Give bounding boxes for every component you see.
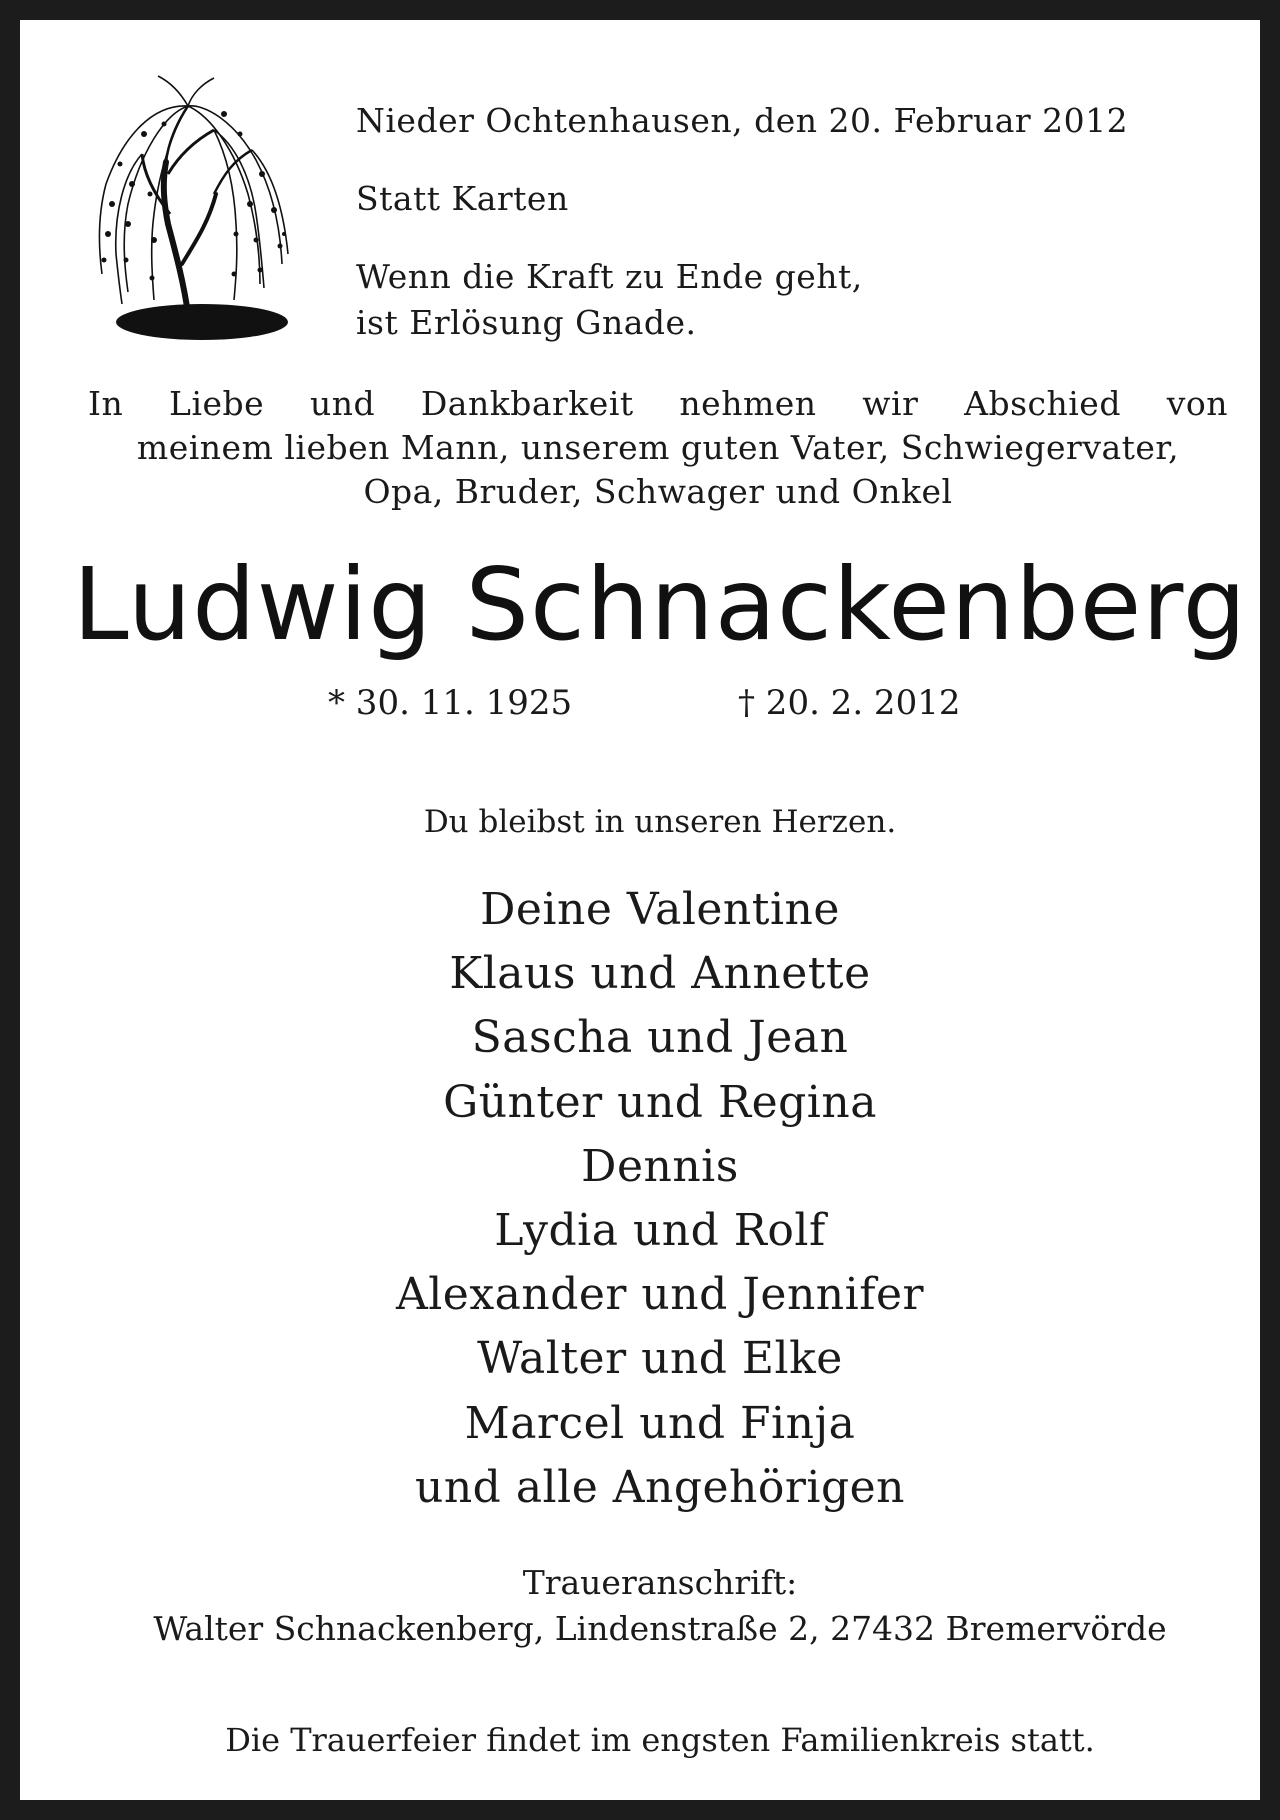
family-member: Walter und Elke (477, 1333, 843, 1385)
death-date: † 20. 2. 2012 (738, 683, 961, 723)
family-member: Klaus und Annette (449, 948, 871, 1000)
family-member: Alexander und Jennifer (395, 1269, 925, 1321)
family-member: Sascha und Jean (471, 1012, 849, 1064)
verse-line-1: Wenn die Kraft zu Ende geht, (356, 257, 863, 296)
family-member: und alle Angehörigen (414, 1461, 906, 1513)
intro-word: nehmen (679, 384, 817, 423)
intro-word: von (1166, 384, 1228, 423)
funeral-note: Die Trauerfeier findet im engsten Familienkreis statt. (225, 1721, 1095, 1759)
family-member: Lydia und Rolf (494, 1205, 826, 1257)
weeping-willow-icon (84, 64, 304, 356)
intro-word: Dankbarkeit (420, 384, 634, 423)
family-list (60, 878, 1260, 1520)
intro-word: wir (862, 384, 919, 423)
intro-word: und (309, 384, 376, 423)
deceased-name: Ludwig Schnackenberg (72, 546, 1248, 663)
family-member: Dennis (581, 1140, 739, 1192)
intro-word: Liebe (169, 384, 265, 423)
mourning-address (60, 1560, 1260, 1652)
verse-line-2: ist Erlösung Gnade. (356, 303, 697, 342)
intro-word: In (88, 384, 124, 423)
birth-date: * 30. 11. 1925 (328, 683, 573, 723)
intro-line-2: meinem lieben Mann, unserem guten Vater, Schwiegervater, (136, 428, 1180, 467)
intro-text (88, 382, 1228, 514)
family-member: Günter und Regina (443, 1076, 877, 1128)
family-member: Marcel und Finja (464, 1397, 856, 1449)
statt-karten: Statt Karten (356, 179, 569, 218)
intro-line-3: Opa, Bruder, Schwager und Onkel (363, 472, 953, 511)
family-member: Deine Valentine (480, 884, 840, 935)
header-block (356, 98, 1236, 346)
address-text: Walter Schnackenberg, Lindenstraße 2, 27432 Bremervörde (153, 1609, 1167, 1648)
intro-line-1 (88, 382, 1228, 426)
address-label: Traueranschrift: (522, 1563, 798, 1602)
place-date: Nieder Ochtenhausen, den 20. Februar 2012 (356, 101, 1129, 140)
intro-word: Abschied (964, 384, 1121, 423)
motto: Du bleibst in unseren Herzen. (423, 804, 897, 840)
